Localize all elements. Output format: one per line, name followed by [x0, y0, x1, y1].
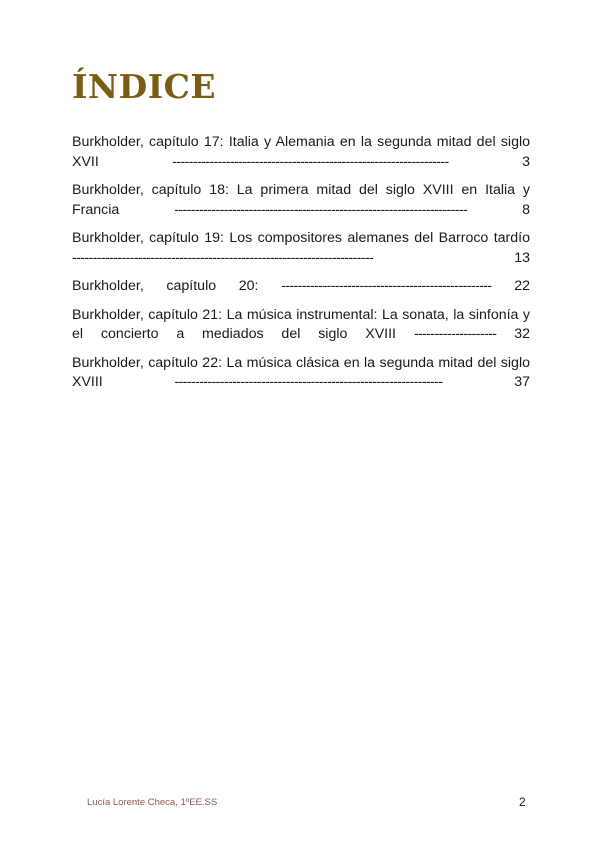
toc-entry-title: Burkholder, capítulo 22: La música clásica en la segunda mitad del siglo XVIII — [72, 354, 530, 390]
toc-entry-title: Burkholder, capítulo 21: La música instrumental: La sonata, la sinfonía y el concierto a mediados del siglo XVIII — [72, 306, 530, 342]
table-of-contents — [72, 133, 530, 402]
toc-entry-page: 37 — [514, 374, 530, 390]
toc-entry-leader: ------------------------------------------------------------------------- — [72, 249, 374, 266]
toc-entry[interactable] — [72, 277, 530, 297]
toc-entry-leader: ------------------------------------------------------------------- — [172, 153, 449, 170]
toc-entry[interactable] — [72, 181, 530, 220]
toc-entry-title: Burkholder, capítulo 18: La primera mitad del siglo XVIII en Italia y Francia — [72, 182, 530, 218]
footer-page-number: 2 — [519, 795, 526, 809]
toc-entry-leader: ----------------------------------------------------------------------- — [174, 201, 468, 218]
toc-entry-title: Burkholder, capítulo 17: Italia y Alemania en la segunda mitad del siglo XVII — [72, 134, 530, 170]
toc-entry-leader: --------------------------------------------------- — [281, 278, 492, 294]
toc-entry-title: Burkholder, capítulo 20: — [72, 278, 259, 294]
footer-author: Lucía Lorente Checa, 1ºEE.SS — [87, 797, 218, 808]
toc-entry[interactable] — [72, 306, 530, 345]
toc-entry[interactable] — [72, 354, 530, 393]
toc-entry-page: 3 — [522, 153, 530, 170]
index-heading: ÍNDICE — [72, 67, 217, 106]
toc-entry-page: 13 — [514, 249, 530, 266]
toc-entry-page: 32 — [514, 326, 530, 342]
toc-entry-title: Burkholder, capítulo 19: Los compositores alemanes del Barroco tardío — [72, 230, 530, 246]
toc-entry[interactable] — [72, 229, 530, 268]
toc-entry-page: 22 — [514, 278, 530, 294]
toc-entry[interactable] — [72, 133, 530, 172]
toc-entry-leader: -------------------- — [413, 326, 497, 342]
toc-entry-leader: ----------------------------------------------------------------- — [174, 374, 443, 390]
toc-entry-page: 8 — [522, 201, 530, 218]
